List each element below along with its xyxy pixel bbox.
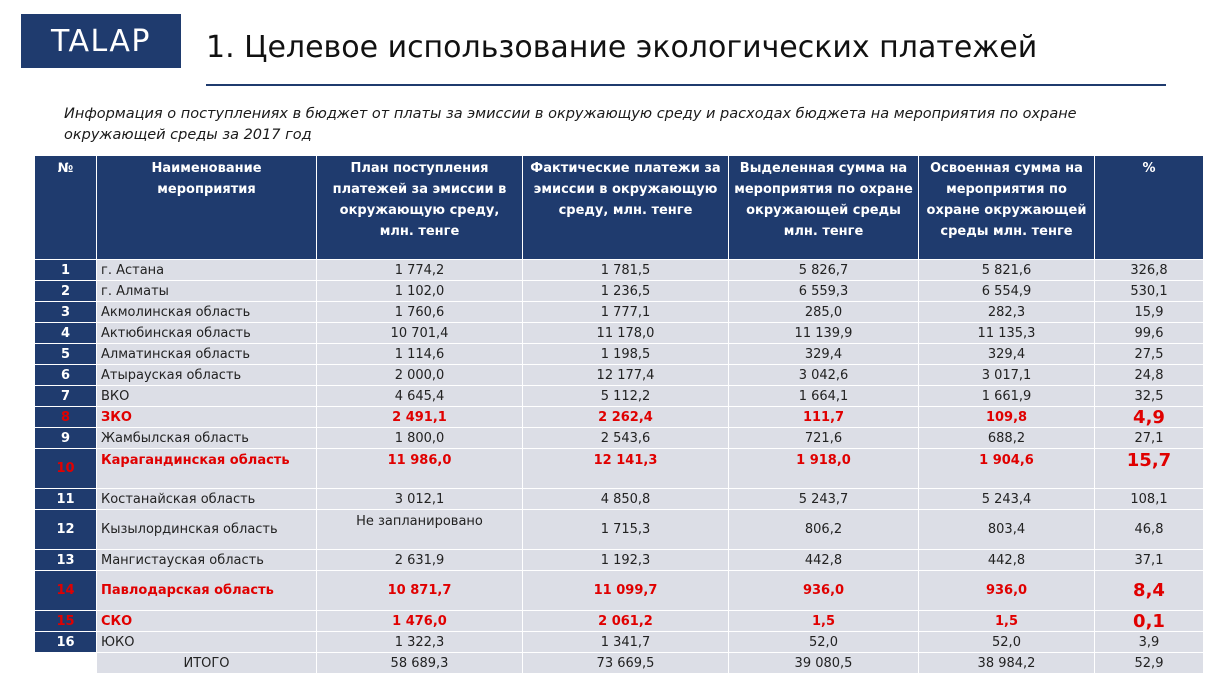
- table-row: [35, 428, 1204, 449]
- table-row: [35, 365, 1204, 386]
- plan-value: 3 012,1: [317, 489, 523, 510]
- total-fact: 73 669,5: [523, 653, 729, 674]
- allocated-value: 11 139,9: [729, 323, 919, 344]
- row-number: 4: [35, 323, 97, 344]
- fact-value: 12 141,3: [523, 449, 729, 489]
- region-name: Карагандинская область: [97, 449, 317, 489]
- percent-value: 32,5: [1095, 386, 1204, 407]
- region-name: Кызылординская область: [97, 510, 317, 550]
- region-name: Актюбинская область: [97, 323, 317, 344]
- allocated-value: 3 042,6: [729, 365, 919, 386]
- region-name: Алматинская область: [97, 344, 317, 365]
- region-name: Павлодарская область: [97, 571, 317, 611]
- spent-value: 1,5: [919, 611, 1095, 632]
- plan-value: 4 645,4: [317, 386, 523, 407]
- table-row: [35, 632, 1204, 653]
- fact-value: 1 777,1: [523, 302, 729, 323]
- percent-value: 3,9: [1095, 632, 1204, 653]
- row-number: 9: [35, 428, 97, 449]
- table-row: [35, 489, 1204, 510]
- percent-value: 0,1: [1095, 611, 1204, 632]
- total-allocated: 39 080,5: [729, 653, 919, 674]
- row-number: 11: [35, 489, 97, 510]
- spent-value: 688,2: [919, 428, 1095, 449]
- table-row: [35, 344, 1204, 365]
- allocated-value: 806,2: [729, 510, 919, 550]
- percent-value: 4,9: [1095, 407, 1204, 428]
- region-name: ЗКО: [97, 407, 317, 428]
- spent-value: 5 821,6: [919, 260, 1095, 281]
- table-total-row: [35, 653, 1204, 674]
- allocated-value: 285,0: [729, 302, 919, 323]
- region-name: СКО: [97, 611, 317, 632]
- plan-value: 11 986,0: [317, 449, 523, 489]
- plan-value: 2 000,0: [317, 365, 523, 386]
- fact-value: 2 061,2: [523, 611, 729, 632]
- table-row: [35, 571, 1204, 611]
- plan-value: 1 760,6: [317, 302, 523, 323]
- spent-value: 109,8: [919, 407, 1095, 428]
- fact-value: 5 112,2: [523, 386, 729, 407]
- fact-value: 1 715,3: [523, 510, 729, 550]
- region-name: Акмолинская область: [97, 302, 317, 323]
- table-row: [35, 323, 1204, 344]
- total-label: ИТОГО: [97, 653, 317, 674]
- allocated-value: 1 664,1: [729, 386, 919, 407]
- plan-value: 2 491,1: [317, 407, 523, 428]
- header-fact: Фактические платежи за эмиссии в окружающую среду, млн. тенге: [523, 156, 729, 260]
- header-allocated: Выделенная сумма на мероприятия по охране окружающей среды млн. тенге: [729, 156, 919, 260]
- region-name: Костанайская область: [97, 489, 317, 510]
- allocated-value: 5 826,7: [729, 260, 919, 281]
- allocated-value: 1 918,0: [729, 449, 919, 489]
- table-row: [35, 510, 1204, 550]
- region-name: Атырауская область: [97, 365, 317, 386]
- percent-value: 46,8: [1095, 510, 1204, 550]
- header-percent: %: [1095, 156, 1204, 260]
- row-number: 13: [35, 550, 97, 571]
- percent-value: 15,7: [1095, 449, 1204, 489]
- spent-value: 1 661,9: [919, 386, 1095, 407]
- fact-value: 2 543,6: [523, 428, 729, 449]
- fact-value: 11 178,0: [523, 323, 729, 344]
- fact-value: 4 850,8: [523, 489, 729, 510]
- spent-value: 329,4: [919, 344, 1095, 365]
- plan-value: 1 114,6: [317, 344, 523, 365]
- fact-value: 1 192,3: [523, 550, 729, 571]
- table-row: [35, 386, 1204, 407]
- table-row: [35, 449, 1204, 489]
- table-row: [35, 281, 1204, 302]
- talap-logo: TALAP: [21, 14, 181, 68]
- row-number: 15: [35, 611, 97, 632]
- table-caption: Информация о поступлениях в бюджет от платы за эмиссии в окружающую среду и расходах бюджета на мероприятия по охране окружающей среды за 2017 год: [64, 106, 1077, 143]
- plan-value: 1 476,0: [317, 611, 523, 632]
- percent-value: 24,8: [1095, 365, 1204, 386]
- row-number: 16: [35, 632, 97, 653]
- page-title: 1. Целевое использование экологических платежей: [206, 30, 1038, 65]
- header-spent: Освоенная сумма на мероприятия по охране окружающей среды млн. тенге: [919, 156, 1095, 260]
- allocated-value: 1,5: [729, 611, 919, 632]
- total-number: [35, 653, 97, 674]
- row-number: 7: [35, 386, 97, 407]
- region-name: ЮКО: [97, 632, 317, 653]
- percent-value: 99,6: [1095, 323, 1204, 344]
- plan-value: 1 322,3: [317, 632, 523, 653]
- fact-value: 11 099,7: [523, 571, 729, 611]
- region-name: ВКО: [97, 386, 317, 407]
- region-name: Жамбылская область: [97, 428, 317, 449]
- region-name: г. Алматы: [97, 281, 317, 302]
- plan-value: 10 871,7: [317, 571, 523, 611]
- region-name: г. Астана: [97, 260, 317, 281]
- allocated-value: 52,0: [729, 632, 919, 653]
- spent-value: 5 243,4: [919, 489, 1095, 510]
- table-row: [35, 260, 1204, 281]
- spent-value: 3 017,1: [919, 365, 1095, 386]
- table-row: [35, 550, 1204, 571]
- percent-value: 530,1: [1095, 281, 1204, 302]
- fact-value: 2 262,4: [523, 407, 729, 428]
- plan-value: 10 701,4: [317, 323, 523, 344]
- header-name: Наименование мероприятия: [97, 156, 317, 260]
- row-number: 3: [35, 302, 97, 323]
- fact-value: 12 177,4: [523, 365, 729, 386]
- row-number: 6: [35, 365, 97, 386]
- allocated-value: 936,0: [729, 571, 919, 611]
- spent-value: 442,8: [919, 550, 1095, 571]
- plan-value: 1 800,0: [317, 428, 523, 449]
- table-row: [35, 611, 1204, 632]
- title-underline: [206, 84, 1166, 86]
- spent-value: 282,3: [919, 302, 1095, 323]
- plan-value: Не запланировано: [317, 510, 523, 550]
- header-plan: План поступления платежей за эмиссии в окружающую среду, млн. тенге: [317, 156, 523, 260]
- fact-value: 1 341,7: [523, 632, 729, 653]
- percent-value: 27,5: [1095, 344, 1204, 365]
- plan-value: 1 102,0: [317, 281, 523, 302]
- row-number: 8: [35, 407, 97, 428]
- row-number: 10: [35, 449, 97, 489]
- region-name: Мангистауская область: [97, 550, 317, 571]
- percent-value: 37,1: [1095, 550, 1204, 571]
- plan-value: 1 774,2: [317, 260, 523, 281]
- spent-value: 11 135,3: [919, 323, 1095, 344]
- percent-value: 326,8: [1095, 260, 1204, 281]
- row-number: 12: [35, 510, 97, 550]
- fact-value: 1 781,5: [523, 260, 729, 281]
- eco-payments-table: [34, 155, 1204, 674]
- table-row: [35, 407, 1204, 428]
- row-number: 5: [35, 344, 97, 365]
- row-number: 14: [35, 571, 97, 611]
- allocated-value: 721,6: [729, 428, 919, 449]
- table-header-row: [35, 156, 1204, 260]
- spent-value: 803,4: [919, 510, 1095, 550]
- percent-value: 27,1: [1095, 428, 1204, 449]
- allocated-value: 442,8: [729, 550, 919, 571]
- row-number: 2: [35, 281, 97, 302]
- fact-value: 1 236,5: [523, 281, 729, 302]
- spent-value: 52,0: [919, 632, 1095, 653]
- fact-value: 1 198,5: [523, 344, 729, 365]
- allocated-value: 111,7: [729, 407, 919, 428]
- header-number: №: [35, 156, 97, 260]
- total-percent: 52,9: [1095, 653, 1204, 674]
- row-number: 1: [35, 260, 97, 281]
- table-row: [35, 302, 1204, 323]
- spent-value: 6 554,9: [919, 281, 1095, 302]
- total-plan: 58 689,3: [317, 653, 523, 674]
- plan-value: 2 631,9: [317, 550, 523, 571]
- allocated-value: 6 559,3: [729, 281, 919, 302]
- percent-value: 15,9: [1095, 302, 1204, 323]
- total-spent: 38 984,2: [919, 653, 1095, 674]
- spent-value: 936,0: [919, 571, 1095, 611]
- allocated-value: 5 243,7: [729, 489, 919, 510]
- percent-value: 8,4: [1095, 571, 1204, 611]
- allocated-value: 329,4: [729, 344, 919, 365]
- percent-value: 108,1: [1095, 489, 1204, 510]
- spent-value: 1 904,6: [919, 449, 1095, 489]
